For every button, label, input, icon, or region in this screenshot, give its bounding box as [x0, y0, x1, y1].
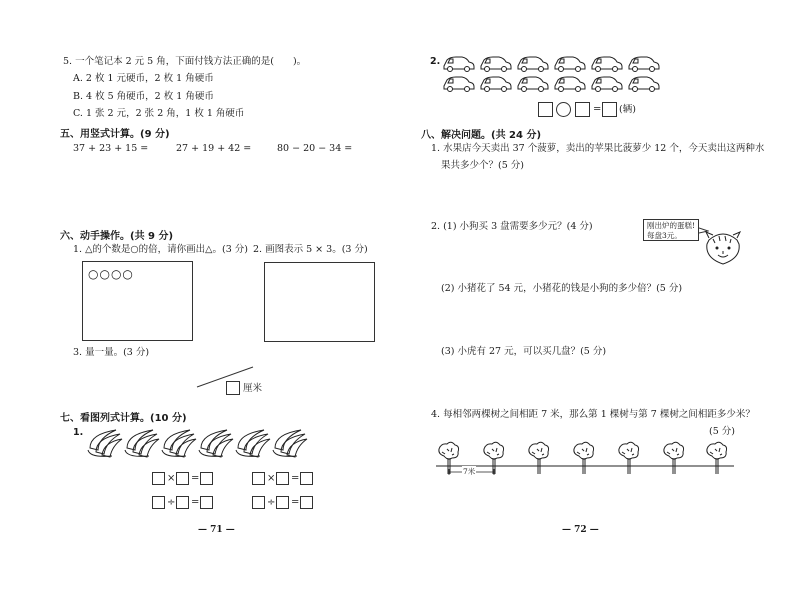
section8-title: 八、解决问题。(共 24 分) — [421, 130, 542, 141]
section5-title: 五、用竖式计算。(9 分) — [60, 129, 170, 140]
eq-box[interactable] — [176, 472, 189, 485]
sec8-q2b: (2) 小猪花了 54 元，小猪花的钱是小狗的多少倍？(5 分) — [441, 283, 683, 294]
distance-label: 7米 — [463, 467, 476, 476]
equals-sign: = — [291, 473, 300, 484]
expr-1: 37 + 23 + 15 = — [73, 143, 149, 154]
eq-box[interactable] — [152, 472, 165, 485]
speech-bubble — [643, 219, 699, 241]
equals-sign: = — [191, 473, 200, 484]
equals-sign: = — [593, 104, 602, 115]
times-sign: × — [167, 473, 176, 484]
equals-sign: = — [191, 497, 200, 508]
eq-box[interactable] — [252, 496, 265, 509]
eq-box[interactable] — [252, 472, 265, 485]
eq-box[interactable] — [300, 496, 313, 509]
eq-box[interactable] — [200, 496, 213, 509]
section7-title: 七、看图列式计算。(10 分) — [60, 413, 187, 424]
expr-3: 80 − 20 − 34 = — [277, 143, 353, 154]
eq-box[interactable] — [300, 472, 313, 485]
sec6-q2: 2. 画图表示 5 × 3。(3 分) — [253, 244, 368, 255]
eq-box[interactable] — [575, 102, 590, 117]
times-sign: × — [267, 473, 276, 484]
sec8-q2a: 2. (1) 小狗买 3 盘需要多少元？(4 分) — [431, 221, 593, 232]
operator-circle[interactable] — [556, 102, 571, 117]
sec8-q1-line1: 1. 水果店今天卖出 37 个菠萝，卖出的苹果比菠萝少 12 个，今天卖出这两种水 — [431, 143, 765, 154]
unit-vehicles: (辆) — [619, 104, 636, 115]
eq-box[interactable] — [276, 496, 289, 509]
bubble-line-1: 刚出炉的蛋糕! — [647, 221, 696, 230]
trees-diagram — [436, 438, 736, 482]
sec6-q3: 3. 量一量。(3 分) — [73, 347, 150, 358]
answer-box-measure[interactable] — [226, 381, 240, 395]
q5-option-a: A. 2 枚 1 元硬币，2 枚 1 角硬币 — [73, 73, 214, 84]
equals-sign: = — [291, 497, 300, 508]
sec8-q1-line2: 果共多少个？(5 分) — [441, 160, 524, 171]
circles-row: ○○○○ — [88, 267, 134, 281]
q2-label: 2. — [430, 56, 441, 67]
unit-cm: 厘米 — [243, 383, 263, 394]
q5-option-b: B. 4 枚 5 角硬币，2 枚 1 角硬币 — [73, 91, 214, 102]
eq-box[interactable] — [200, 472, 213, 485]
q5-option-c: C. 1 张 2 元，2 张 2 角，1 枚 1 角硬币 — [73, 108, 245, 119]
sec8-q4-score: (5 分) — [709, 426, 735, 437]
eq-box[interactable] — [152, 496, 165, 509]
page-number-left: — 71 — — [198, 525, 235, 535]
sec8-q2c: (3) 小虎有 27 元，可以买几盘？(5 分) — [441, 346, 607, 357]
q5-stem: 5. 一个笔记本 2 元 5 角，下面付钱方法正确的是( )。 — [63, 56, 307, 67]
draw-box-1[interactable] — [82, 261, 193, 341]
sec6-q1: 1. △的个数是○的倍，请你画出△。(3 分) — [73, 244, 248, 255]
eq-box[interactable] — [538, 102, 553, 117]
section6-title: 六、动手操作。(共 9 分) — [60, 231, 174, 242]
cars-icon — [442, 55, 662, 93]
banana-bunches-icon — [86, 428, 311, 460]
eq-box[interactable] — [602, 102, 617, 117]
page-number-right: — 72 — — [562, 525, 599, 535]
bubble-line-2: 每盘3元。 — [647, 231, 682, 240]
draw-box-2[interactable] — [264, 262, 375, 342]
divide-sign: ÷ — [167, 497, 176, 508]
expr-2: 27 + 19 + 42 = — [176, 143, 252, 154]
divide-sign: ÷ — [267, 497, 276, 508]
eq-box[interactable] — [176, 496, 189, 509]
tiger-icon — [703, 228, 743, 268]
sec7-q1-label: 1. — [73, 427, 84, 438]
eq-box[interactable] — [276, 472, 289, 485]
sec8-q4: 4. 每相邻两棵树之间相距 7 米，那么第 1 棵树与第 7 棵树之间相距多少米？ — [431, 409, 755, 420]
